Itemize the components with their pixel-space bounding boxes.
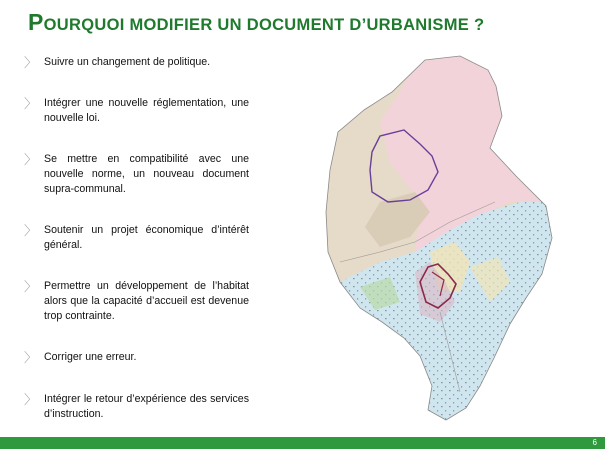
bullet-marker-icon: 〉 xyxy=(24,350,38,365)
bullet-marker-icon: 〉 xyxy=(24,392,38,407)
bullet-marker-icon: 〉 xyxy=(24,55,38,70)
bullet-text: Intégrer le retour d’expérience des services d’instruction. xyxy=(44,393,249,420)
bullet-text: Corriger une erreur. xyxy=(44,351,137,363)
title-rest: OURQUOI MODIFIER UN DOCUMENT D’URBANISME ? xyxy=(43,16,485,34)
bullet-text: Soutenir un projet économique d’intérêt général. xyxy=(44,224,249,251)
bullet-text: Suivre un changement de politique. xyxy=(44,56,211,68)
bullet-marker-icon: 〉 xyxy=(24,152,38,167)
bullet-marker-icon: 〉 xyxy=(24,96,38,111)
bullet-text: Se mettre en compatibilité avec une nouvelle norme, un nouveau document supra-communal. xyxy=(44,153,249,195)
bullet-text: Permettre un développement de l’habitat alors que la capacité d’accueil est devenue trop contrainte. xyxy=(44,280,249,322)
bullet-marker-icon: 〉 xyxy=(24,279,38,294)
bullet-marker-icon: 〉 xyxy=(24,223,38,238)
bullet-list xyxy=(0,0,260,430)
page-number: 6 xyxy=(592,438,597,447)
footer-bar xyxy=(0,437,605,449)
title-first-letter: P xyxy=(28,9,44,35)
bullet-text: Intégrer une nouvelle réglementation, une nouvelle loi. xyxy=(44,97,249,124)
zoning-map xyxy=(320,52,555,424)
